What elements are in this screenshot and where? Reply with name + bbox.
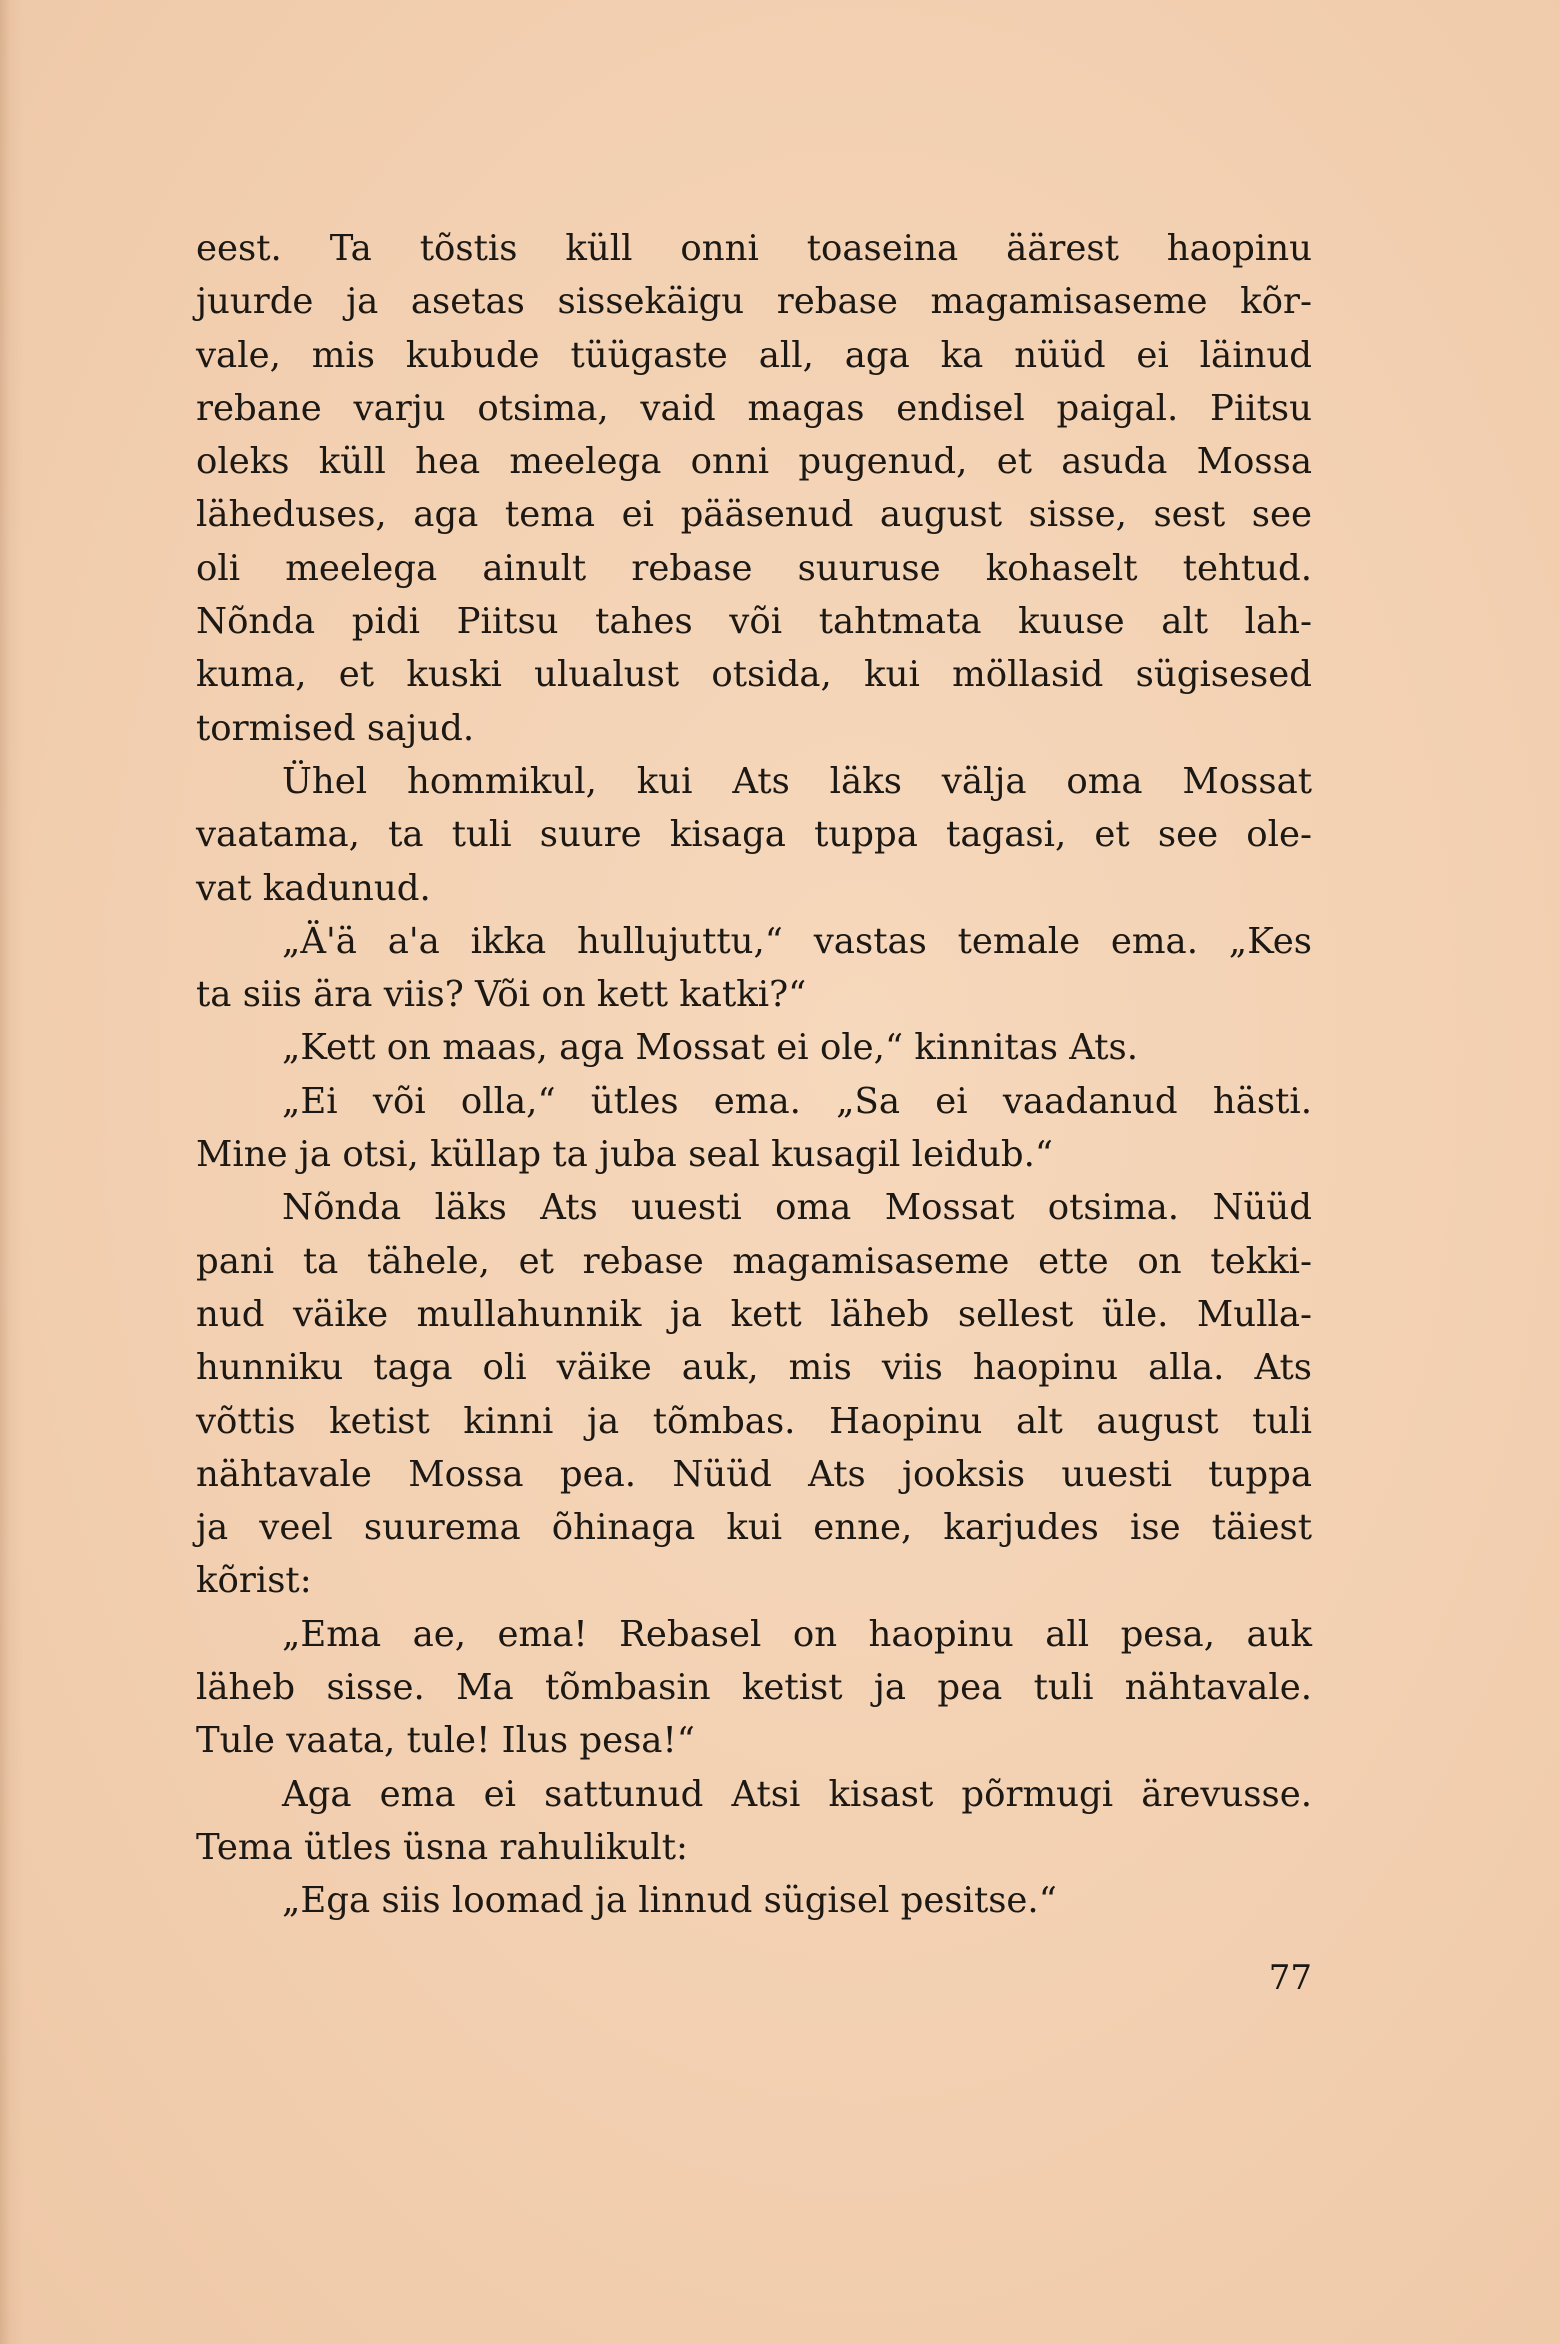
text-line: Nõnda pidi Piitsu tahes või tahtmata kuuse alt lah-	[196, 601, 1312, 643]
text-line: „Ega siis loomad ja linnud sügisel pesitse.“	[282, 1880, 1057, 1922]
text-line: rebane varju otsima, vaid magas endisel paigal. Piitsu	[196, 387, 1312, 429]
text-line: juurde ja asetas sissekäigu rebase magamisaseme kõr-	[196, 281, 1312, 323]
text-line: eest. Ta tõstis küll onni toaseina äärest haopinu	[196, 228, 1312, 269]
text-line: Mine ja otsi, küllap ta juba seal kusagil leidub.“	[196, 1134, 1054, 1176]
text-line: kuma, et kuski ulualust otsida, kui möllasid sügisesed	[196, 654, 1312, 696]
text-line: vale, mis kubude tüügaste all, aga ka nüüd ei läinud	[196, 334, 1312, 376]
text-line: „Ä'ä a'a ikka hullujuttu,“ vastas temale ema. „Kes	[282, 920, 1312, 962]
text-line: tormised sajud.	[196, 707, 475, 749]
text-line: „Ema ae, ema! Rebasel on haopinu all pesa, auk	[282, 1613, 1312, 1655]
page-number: 77	[1268, 1958, 1312, 1998]
text-line: nähtavale Mossa pea. Nüüd Ats jooksis uuesti tuppa	[196, 1453, 1312, 1495]
text-line: oleks küll hea meelega onni pugenud, et asuda Mossa	[196, 441, 1312, 483]
text-line: pani ta tähele, et rebase magamisaseme ette on tekki-	[196, 1240, 1312, 1282]
text-line: Aga ema ei sattunud Atsi kisast põrmugi ärevusse.	[282, 1773, 1312, 1815]
text-line: Tule vaata, tule! Ilus pesa!“	[196, 1720, 695, 1762]
text-line: „Ei või olla,“ ütles ema. „Sa ei vaadanud hästi.	[282, 1080, 1312, 1122]
text-line: ja veel suurema õhinaga kui enne, karjudes ise täiest	[196, 1507, 1312, 1549]
text-line: oli meelega ainult rebase suuruse kohaselt tehtud.	[196, 547, 1312, 589]
text-line: nud väike mullahunnik ja kett läheb sellest üle. Mulla-	[196, 1293, 1312, 1335]
text-line: Ühel hommikul, kui Ats läks välja oma Mossat	[282, 760, 1312, 802]
text-line: läheb sisse. Ma tõmbasin ketist ja pea tuli nähtavale.	[196, 1667, 1312, 1709]
text-line: „Kett on maas, aga Mossat ei ole,“ kinnitas Ats.	[282, 1027, 1139, 1069]
text-line: vat kadunud.	[196, 867, 431, 909]
text-line: Tema ütles üsna rahulikult:	[196, 1826, 688, 1868]
text-line: hunniku taga oli väike auk, mis viis haopinu alla. Ats	[196, 1347, 1312, 1389]
text-line: kõrist:	[196, 1560, 312, 1602]
text-line: ta siis ära viis? Või on kett katki?“	[196, 974, 807, 1016]
text-line: läheduses, aga tema ei pääsenud august sisse, sest see	[196, 494, 1312, 536]
text-line: vaatama, ta tuli suure kisaga tuppa tagasi, et see ole-	[196, 814, 1312, 856]
body-text	[196, 222, 1312, 1928]
text-line: Nõnda läks Ats uuesti oma Mossat otsima. Nüüd	[282, 1187, 1312, 1229]
text-line: võttis ketist kinni ja tõmbas. Haopinu alt august tuli	[196, 1400, 1312, 1442]
